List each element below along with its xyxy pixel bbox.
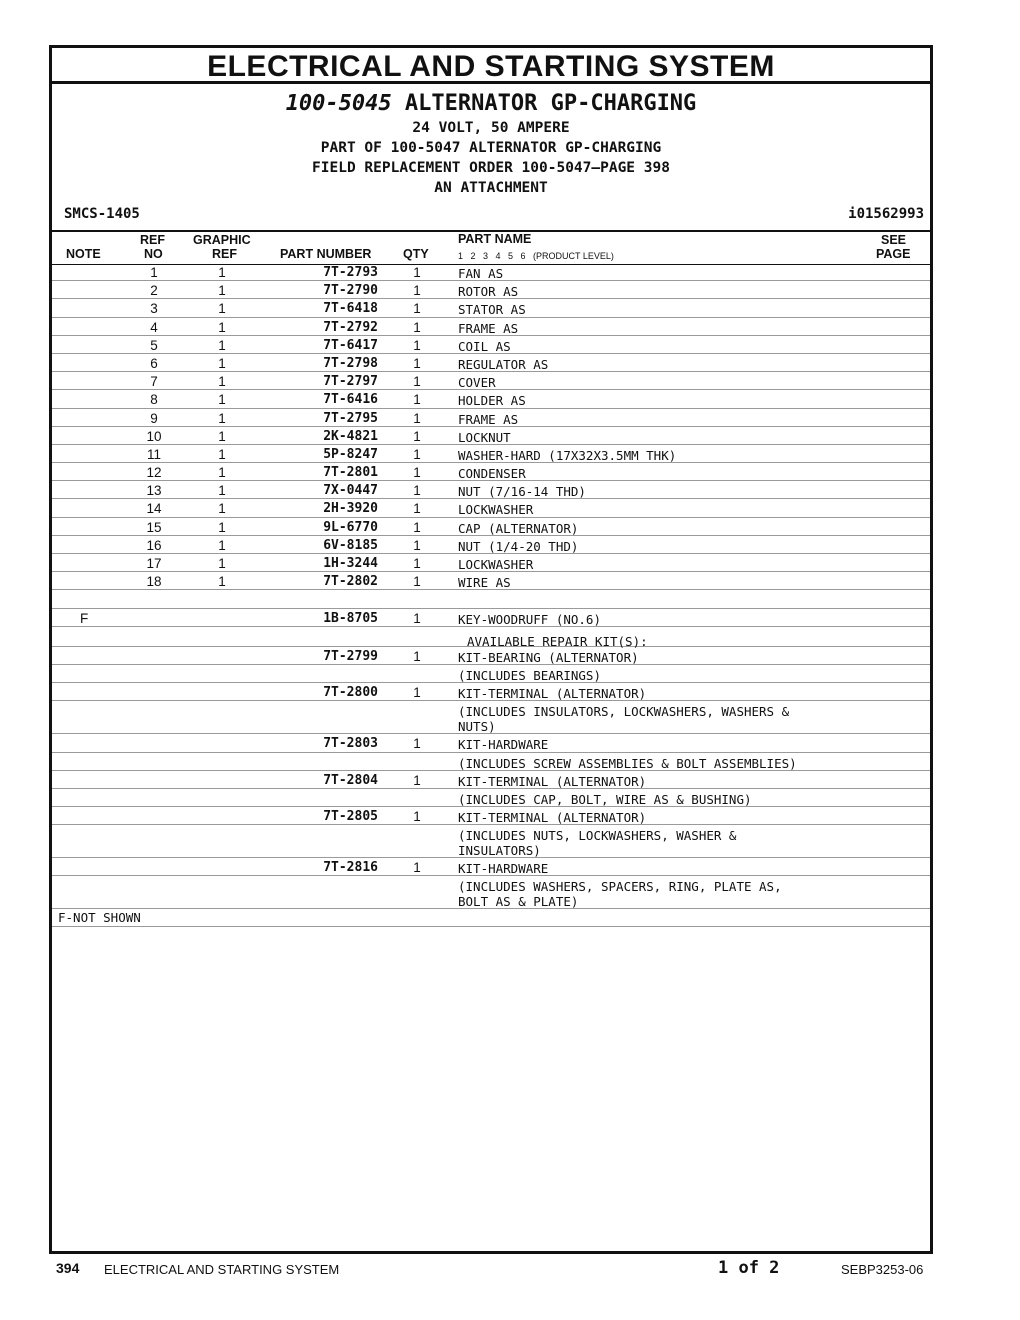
footer-document: SEBP3253-06 — [841, 1262, 924, 1277]
table-row — [52, 876, 930, 909]
table-row — [52, 481, 930, 499]
qty-cell: 1 — [413, 301, 421, 317]
page-frame — [49, 45, 933, 1254]
table-row — [52, 771, 930, 789]
table-row — [52, 572, 930, 590]
graphic-ref-cell: 1 — [218, 301, 226, 317]
group-header — [52, 90, 930, 198]
footer-page-of: 1 of 2 — [718, 1258, 780, 1278]
ref-no-cell: 3 — [150, 301, 158, 317]
table-row — [52, 445, 930, 463]
footnote: F-NOT SHOWN — [58, 910, 141, 926]
part-number-cell: 2H-3920 — [323, 501, 378, 517]
table-row — [52, 665, 930, 683]
qty-cell: 1 — [413, 392, 421, 408]
part-name-cell — [458, 737, 878, 752]
col-graphic-bottom: REF — [212, 247, 237, 261]
table-row — [52, 858, 930, 876]
part-name-continuation: INSULATORS) — [458, 843, 541, 859]
table-row — [52, 590, 930, 608]
part-name-cell — [458, 810, 878, 825]
ref-no-cell: 6 — [150, 355, 158, 371]
part-name-text: (INCLUDES CAP, BOLT, WIRE AS & BUSHING) — [458, 791, 752, 807]
part-name-text: KIT-TERMINAL (ALTERNATOR) — [458, 686, 647, 702]
graphic-ref-cell: 1 — [218, 483, 226, 499]
part-number-cell: 7T-2803 — [323, 736, 378, 752]
col-part-number: PART NUMBER — [280, 247, 372, 261]
part-name-cell — [458, 612, 878, 627]
qty-cell: 1 — [413, 610, 421, 626]
group-line: AN ATTACHMENT — [434, 180, 548, 196]
group-number: 100-5045 — [285, 91, 392, 116]
graphic-ref-cell: 1 — [218, 556, 226, 571]
part-name-cell — [458, 756, 878, 771]
part-name-text: FRAME AS — [458, 320, 519, 336]
footer-page-number: 394 — [56, 1260, 80, 1276]
part-name-text: KIT-HARDWARE — [458, 737, 549, 753]
qty-cell: 1 — [413, 537, 421, 553]
part-name-text: LOCKWASHER — [458, 557, 534, 572]
graphic-ref-cell: 1 — [218, 265, 226, 280]
table-row — [52, 318, 930, 336]
part-number-cell: 7T-2799 — [323, 648, 378, 664]
part-name-cell — [458, 284, 878, 299]
graphic-ref-cell: 1 — [218, 283, 226, 299]
ref-no-cell: 13 — [146, 483, 162, 499]
table-row — [52, 499, 930, 517]
part-name-text: (INCLUDES BEARINGS) — [458, 667, 601, 683]
qty-cell: 1 — [413, 319, 421, 335]
part-name-text: WIRE AS — [458, 575, 511, 591]
table-row — [52, 647, 930, 665]
part-name-text: COIL AS — [458, 338, 511, 354]
group-line: FIELD REPLACEMENT ORDER 100-5047—PAGE 398 — [312, 160, 670, 176]
page-footer — [0, 1258, 1020, 1282]
part-name-text: KEY-WOODRUFF (NO.6) — [458, 611, 601, 627]
qty-cell: 1 — [413, 374, 421, 390]
table-row — [52, 372, 930, 390]
graphic-ref-cell: 1 — [218, 337, 226, 353]
qty-cell: 1 — [413, 483, 421, 499]
ref-no-cell: 8 — [150, 392, 158, 408]
part-name-text: LOCKWASHER — [458, 502, 534, 518]
col-ref-bottom: NO — [144, 247, 163, 261]
part-number-cell: 7T-2800 — [323, 685, 378, 701]
part-name-cell — [458, 668, 878, 683]
qty-cell: 1 — [413, 265, 421, 280]
table-row — [52, 463, 930, 481]
part-name-cell — [458, 448, 878, 463]
graphic-ref-cell: 1 — [218, 355, 226, 371]
footer-section: ELECTRICAL AND STARTING SYSTEM — [104, 1262, 340, 1277]
part-number-cell: 7T-2798 — [323, 355, 378, 371]
group-name: ALTERNATOR GP-CHARGING — [404, 91, 697, 116]
smcs-code: SMCS-1405 — [64, 206, 140, 222]
part-number-cell: 7T-2792 — [323, 319, 378, 335]
qty-cell: 1 — [413, 860, 421, 876]
part-name-text: (INCLUDES WASHERS, SPACERS, RING, PLATE AS, — [458, 879, 782, 895]
ref-no-cell: 5 — [150, 337, 158, 353]
part-number-cell: 7T-2805 — [323, 809, 378, 825]
table-row — [52, 390, 930, 408]
part-name-text: CONDENSER — [458, 466, 526, 482]
part-name-cell — [458, 792, 878, 807]
table-row — [52, 825, 930, 858]
part-number-cell: 7T-2790 — [323, 283, 378, 299]
table-row — [52, 536, 930, 554]
table-row — [52, 789, 930, 807]
part-name-cell — [458, 521, 878, 536]
qty-cell: 1 — [413, 355, 421, 371]
graphic-ref-cell: 1 — [218, 446, 226, 462]
table-row — [52, 263, 930, 281]
table-row — [52, 753, 930, 771]
part-name-cell — [458, 650, 878, 665]
ref-no-cell: 7 — [150, 374, 158, 390]
table-row — [52, 627, 930, 647]
qty-cell: 1 — [413, 501, 421, 517]
qty-cell: 1 — [413, 772, 421, 788]
col-qty: QTY — [403, 247, 429, 261]
part-number-cell: 9L-6770 — [323, 519, 378, 535]
qty-cell: 1 — [413, 283, 421, 299]
part-name-text: LOCKNUT — [458, 429, 511, 445]
part-name-continuation: NUTS) — [458, 719, 496, 735]
col-ref-top: REF — [140, 233, 165, 247]
part-number-cell: 7T-2797 — [323, 374, 378, 390]
qty-cell: 1 — [413, 465, 421, 481]
part-name-text: (INCLUDES INSULATORS, LOCKWASHERS, WASHERS & — [458, 704, 790, 720]
part-number-cell: 7T-6417 — [323, 337, 378, 353]
note-cell: F — [80, 610, 89, 626]
part-name-cell — [458, 539, 878, 554]
table-row — [52, 409, 930, 427]
part-number-cell: 7T-2793 — [323, 265, 378, 280]
table-row — [52, 701, 930, 734]
part-name-text: NUT (1/4-20 THD) — [458, 538, 579, 554]
part-number-cell: 7T-2801 — [323, 465, 378, 481]
qty-cell: 1 — [413, 648, 421, 664]
ref-no-cell: 9 — [150, 410, 158, 426]
table-row — [52, 518, 930, 536]
graphic-ref-cell: 1 — [218, 410, 226, 426]
qty-cell: 1 — [413, 428, 421, 444]
part-name-cell — [458, 704, 878, 734]
part-name-cell — [458, 266, 878, 281]
part-name-text: STATOR AS — [458, 302, 526, 318]
graphic-ref-cell: 1 — [218, 392, 226, 408]
part-name-text: FAN AS — [458, 266, 504, 281]
ref-no-cell: 2 — [150, 283, 158, 299]
ref-no-cell: 15 — [146, 519, 162, 535]
col-graphic-top: GRAPHIC — [193, 233, 251, 247]
part-name-text: KIT-BEARING (ALTERNATOR) — [458, 649, 639, 665]
page-title: ELECTRICAL AND STARTING SYSTEM — [52, 48, 930, 84]
part-name-cell — [458, 375, 878, 390]
part-name-cell — [458, 302, 878, 317]
part-name-text: HOLDER AS — [458, 393, 526, 409]
qty-cell: 1 — [413, 556, 421, 571]
table-row — [52, 554, 930, 572]
col-part-name: PART NAME — [458, 232, 532, 246]
table-row — [52, 299, 930, 317]
ref-no-cell: 14 — [146, 501, 162, 517]
part-name-text: KIT-TERMINAL (ALTERNATOR) — [458, 810, 647, 826]
part-number-cell: 1H-3244 — [323, 556, 378, 571]
graphic-ref-cell: 1 — [218, 537, 226, 553]
table-row — [52, 609, 930, 627]
part-name-cell — [458, 484, 878, 499]
part-name-cell — [458, 339, 878, 354]
col-see-top: SEE — [881, 233, 907, 247]
part-name-cell — [458, 393, 878, 408]
part-number-cell: 7T-2816 — [323, 860, 378, 876]
part-name-cell — [458, 879, 878, 909]
part-name-continuation: BOLT AS & PLATE) — [458, 894, 579, 910]
qty-cell: 1 — [413, 685, 421, 701]
part-name-text: AVAILABLE REPAIR KIT(S): — [467, 633, 648, 649]
graphic-ref-cell: 1 — [218, 319, 226, 335]
ref-no-cell: 12 — [146, 465, 162, 481]
part-name-text: KIT-HARDWARE — [458, 861, 549, 877]
part-name-cell — [458, 412, 878, 427]
part-number-cell: 7T-2804 — [323, 772, 378, 788]
qty-cell: 1 — [413, 519, 421, 535]
part-name-cell — [458, 357, 878, 372]
table-row — [52, 427, 930, 445]
graphic-ref-cell: 1 — [218, 428, 226, 444]
table-row — [52, 281, 930, 299]
part-number-cell: 7X-0447 — [323, 483, 378, 499]
qty-cell: 1 — [413, 446, 421, 462]
ref-no-cell: 11 — [146, 446, 161, 462]
part-name-text: KIT-TERMINAL (ALTERNATOR) — [458, 773, 647, 789]
ref-no-cell: 17 — [146, 556, 162, 571]
part-number-cell: 7T-2802 — [323, 574, 378, 590]
part-name-cell — [458, 686, 878, 701]
part-number-cell: 6V-8185 — [323, 537, 378, 553]
part-name-text: (INCLUDES SCREW ASSEMBLIES & BOLT ASSEMBLIES) — [458, 755, 797, 771]
part-name-text: NUT (7/16-14 THD) — [458, 484, 586, 500]
table-row — [52, 336, 930, 354]
part-name-text: (INCLUDES NUTS, LOCKWASHERS, WASHER & — [458, 828, 737, 844]
qty-cell: 1 — [413, 809, 421, 825]
part-name-text: FRAME AS — [458, 411, 519, 427]
qty-cell: 1 — [413, 736, 421, 752]
ref-no-cell: 10 — [146, 428, 162, 444]
part-number-cell: 5P-8247 — [323, 446, 378, 462]
col-note: NOTE — [66, 247, 101, 261]
qty-cell: 1 — [413, 337, 421, 353]
part-number-cell: 2K-4821 — [323, 428, 378, 444]
part-name-text: REGULATOR AS — [458, 356, 549, 372]
part-name-text: COVER — [458, 375, 496, 391]
part-name-cell — [458, 321, 878, 336]
part-name-cell — [458, 575, 878, 590]
graphic-ref-cell: 1 — [218, 465, 226, 481]
table-row — [52, 354, 930, 372]
part-name-cell — [458, 828, 878, 858]
col-see-bottom: PAGE — [876, 247, 911, 261]
col-product-level: 1 2 3 4 5 6 (PRODUCT LEVEL) — [458, 251, 614, 261]
table-row — [52, 683, 930, 701]
table-header — [52, 230, 930, 265]
part-name-cell — [458, 502, 878, 517]
part-number-cell: 1B-8705 — [323, 610, 378, 626]
part-name-cell — [458, 861, 878, 876]
footnote-row — [52, 909, 930, 927]
group-title — [52, 90, 930, 118]
part-number-cell: 7T-6418 — [323, 301, 378, 317]
part-name-cell — [458, 774, 878, 789]
part-number-cell: 7T-6416 — [323, 392, 378, 408]
qty-cell: 1 — [413, 574, 421, 590]
ref-no-cell: 16 — [146, 537, 162, 553]
parts-table — [52, 263, 930, 927]
part-name-cell — [458, 466, 878, 481]
qty-cell: 1 — [413, 410, 421, 426]
part-number-cell: 7T-2795 — [323, 410, 378, 426]
ref-no-cell: 1 — [150, 265, 158, 280]
part-name-cell — [458, 430, 878, 445]
part-name-text: CAP (ALTERNATOR) — [458, 520, 579, 536]
group-line: PART OF 100-5047 ALTERNATOR GP-CHARGING — [320, 140, 662, 156]
graphic-ref-cell: 1 — [218, 519, 226, 535]
table-row — [52, 807, 930, 825]
graphic-ref-cell: 1 — [218, 374, 226, 390]
graphic-ref-cell: 1 — [218, 501, 226, 517]
ref-no-cell: 4 — [150, 319, 158, 335]
ref-no-cell: 18 — [146, 574, 162, 590]
part-name-text: WASHER-HARD (17X32X3.5MM THK) — [458, 447, 677, 463]
graphic-ref-cell: 1 — [218, 574, 226, 590]
part-name-text: ROTOR AS — [458, 284, 519, 300]
table-row — [52, 734, 930, 752]
part-name-cell — [458, 557, 878, 572]
group-line: 24 VOLT, 50 AMPERE — [412, 120, 570, 136]
illustration-id: i01562993 — [848, 206, 924, 222]
